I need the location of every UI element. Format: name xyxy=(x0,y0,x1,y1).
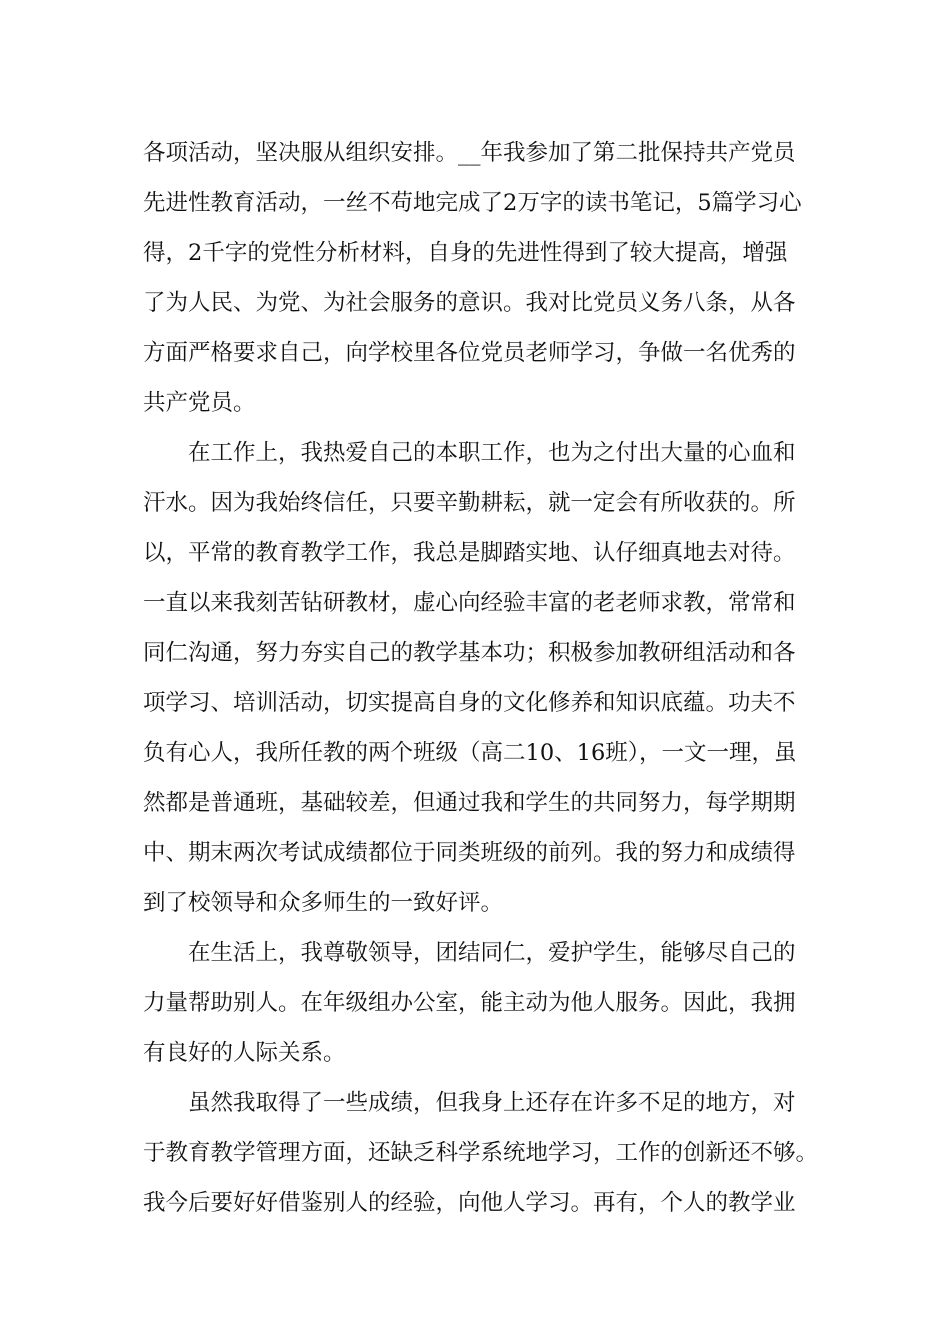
text-line: 负有心人，我所任教的两个班级（高二10、16班），一文一理，虽 xyxy=(143,740,797,766)
paragraph-work xyxy=(143,428,823,928)
paragraph-life xyxy=(143,928,823,1078)
text-line: 同仁沟通，努力夯实自己的教学基本功；积极参加教研组活动和各 xyxy=(143,640,796,666)
text-line: 得，2千字的党性分析材料，自身的先进性得到了较大提高，增强 xyxy=(143,240,788,266)
text-line: 项学习、培训活动，切实提高自身的文化修养和知识底蕴。功夫不 xyxy=(143,690,796,716)
text-line: 一直以来我刻苦钻研教材，虚心向经验丰富的老老师求教，常常和 xyxy=(143,590,796,616)
text-line: 我今后要好好借鉴别人的经验，向他人学习。再有，个人的教学业 xyxy=(143,1190,796,1216)
text-line: 先进性教育活动，一丝不苟地完成了2万字的读书笔记，5篇学习心 xyxy=(143,190,802,216)
text-line: 力量帮助别人。在年级组办公室，能主动为他人服务。因此，我拥 xyxy=(143,990,796,1016)
text-line: 中、期末两次考试成绩都位于同类班级的前列。我的努力和成绩得 xyxy=(143,840,796,866)
text-line: 汗水。因为我始终信任，只要辛勤耕耘，就一定会有所收获的。所 xyxy=(143,490,796,516)
text-line: 各项活动，坚决服从组织安排。__年我参加了第二批保持共产党员 xyxy=(143,140,796,166)
paragraph-party-membership xyxy=(143,128,823,428)
text-line: 然都是普通班，基础较差，但通过我和学生的共同努力，每学期期 xyxy=(143,790,796,816)
text-line: 方面严格要求自己，向学校里各位党员老师学习，争做一名优秀的 xyxy=(143,340,796,366)
document-body xyxy=(143,128,823,1228)
text-line: 共产党员。 xyxy=(143,390,256,416)
text-line: 以，平常的教育教学工作，我总是脚踏实地、认仔细真地去对待。 xyxy=(143,540,796,566)
text-line: 有良好的人际关系。 xyxy=(143,1040,346,1066)
text-line: 了为人民、为党、为社会服务的意识。我对比党员义务八条，从各 xyxy=(143,290,796,316)
paragraph-shortcomings xyxy=(143,1078,823,1228)
text-line: 虽然我取得了一些成绩，但我身上还存在许多不足的地方，对 xyxy=(188,1090,796,1116)
text-line: 在工作上，我热爱自己的本职工作，也为之付出大量的心血和 xyxy=(188,440,796,466)
text-line: 于教育教学管理方面，还缺乏科学系统地学习，工作的创新还不够。 xyxy=(143,1140,819,1166)
text-line: 在生活上，我尊敬领导，团结同仁，爱护学生，能够尽自己的 xyxy=(188,940,796,966)
text-line: 到了校领导和众多师生的一致好评。 xyxy=(143,890,504,916)
